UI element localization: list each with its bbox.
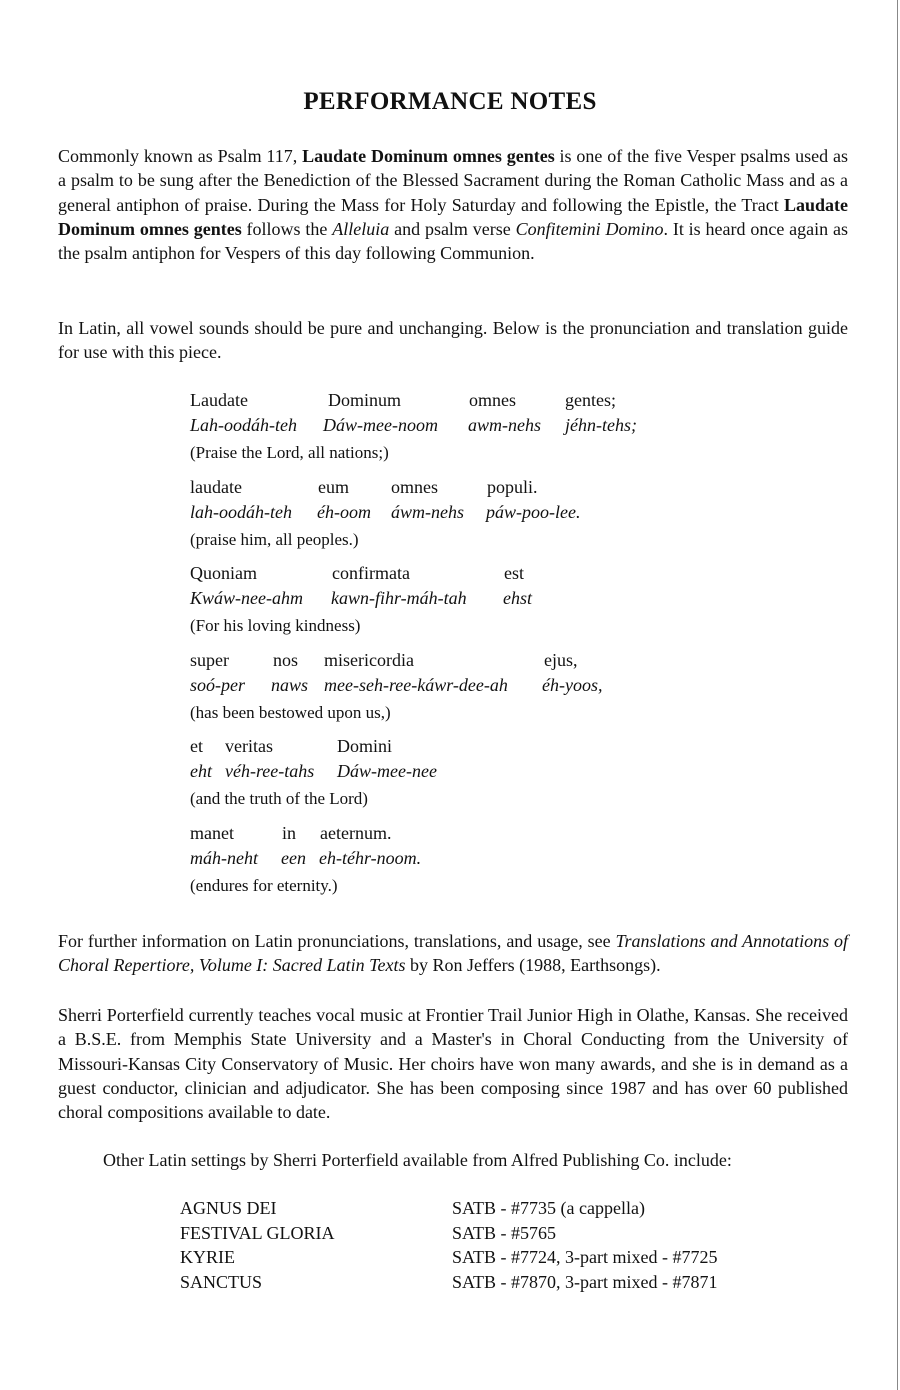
pron-word: Lah-oodáh-teh xyxy=(190,415,297,435)
other-settings-intro: Other Latin settings by Sherri Porterfield available from Alfred Publishing Co. include: xyxy=(103,1150,732,1170)
pronunciation-guide xyxy=(190,390,670,909)
latin-word: confirmata xyxy=(332,563,410,583)
work-voicing: SATB - #7870, 3-part mixed - #7871 xyxy=(452,1271,718,1292)
pron-word: een xyxy=(281,847,306,868)
guide-entry xyxy=(190,477,670,564)
intro-italic-confitemini: Confitemini Domino xyxy=(515,218,664,239)
latin-line xyxy=(190,563,670,588)
further-info-paragraph xyxy=(58,929,848,978)
work-voicing: SATB - #7724, 3-part mixed - #7725 xyxy=(452,1247,718,1267)
work-voicing: SATB - #7735 (a cappella) xyxy=(452,1198,645,1218)
translation-line: (and the truth of the Lord) xyxy=(190,789,368,808)
pron-word: soó-per xyxy=(190,674,245,695)
intro-paragraph xyxy=(58,144,848,265)
latin-word: Dominum xyxy=(328,390,402,410)
pron-word: ehst xyxy=(503,588,532,608)
intro-text-4: and psalm verse xyxy=(389,218,516,239)
pron-word: páw-poo-lee. xyxy=(486,501,581,522)
page-title: PERFORMANCE NOTES xyxy=(303,88,597,115)
work-row xyxy=(180,1247,800,1272)
latin-word: omnes xyxy=(469,390,516,410)
page-edge-rule xyxy=(897,0,898,1390)
pron-word: jéhn-tehs; xyxy=(565,415,637,435)
latin-word: Domini xyxy=(337,736,393,756)
work-voicing: SATB - #5765 xyxy=(452,1222,557,1243)
latin-word: et xyxy=(190,736,203,756)
latin-word: populi. xyxy=(487,476,538,497)
pronunciation-line xyxy=(190,415,670,440)
guide-entry xyxy=(190,823,670,910)
pronunciation-line xyxy=(190,761,670,786)
pron-word: Dáw-mee-nee xyxy=(337,761,437,781)
further-text-1: For further information on Latin pronunciations, translations, and usage, see xyxy=(58,931,616,951)
latin-word: in xyxy=(282,822,297,843)
latin-word: super xyxy=(190,649,229,670)
intro-bold-title-1: Laudate Dominum omnes gentes xyxy=(302,146,555,166)
translation-line: (For his loving kindness) xyxy=(190,616,361,635)
latin-word: veritas xyxy=(225,736,273,756)
latin-word: aeternum. xyxy=(320,822,392,843)
latin-line xyxy=(190,650,670,675)
pron-word: Dáw-mee-noom xyxy=(323,415,438,435)
work-title: AGNUS DEI xyxy=(180,1198,277,1218)
latin-word: ejus, xyxy=(544,649,578,670)
intro-italic-alleluia: Alleluia xyxy=(332,218,390,239)
work-row xyxy=(180,1272,800,1297)
latin-word: manet xyxy=(190,822,234,843)
work-row xyxy=(180,1198,800,1223)
translation-line: (Praise the Lord, all nations;) xyxy=(190,443,389,462)
translation-line: (endures for eternity.) xyxy=(190,875,338,895)
intro-text-1: Commonly known as Psalm 117, xyxy=(58,146,303,166)
work-title: FESTIVAL GLORIA xyxy=(180,1222,335,1243)
pronunciation-line xyxy=(190,588,670,613)
latin-word: laudate xyxy=(190,476,242,497)
pron-word: eht xyxy=(190,761,212,781)
vowel-paragraph: In Latin, all vowel sounds should be pure and unchanging. Below is the pronunciation and translation guide for use with this piece. xyxy=(58,318,848,363)
latin-word: misericordia xyxy=(324,649,414,670)
work-title: SANCTUS xyxy=(180,1271,263,1292)
latin-line xyxy=(190,390,670,415)
further-text-2: by Ron Jeffers (1988, Earthsongs). xyxy=(405,955,661,976)
pron-word: naws xyxy=(271,674,309,695)
works-list xyxy=(180,1198,800,1296)
guide-entry xyxy=(190,736,670,823)
latin-word: eum xyxy=(318,476,349,497)
work-title: KYRIE xyxy=(180,1247,235,1267)
pron-word: eh-téhr-noom. xyxy=(319,847,422,868)
pron-word: awm-nehs xyxy=(468,415,541,435)
pron-word: éh-oom xyxy=(317,501,371,522)
latin-word: Laudate xyxy=(190,390,248,410)
intro-text-2: is one of the five Vesper psalms used as a psalm to be sung after the Benediction of the Blessed Sacrament during the Roman Catholic Mass and as a general antiphon of praise. During the Mass for Holy Saturday and following the Epistle, the Tract xyxy=(58,146,849,215)
further-book-title: Translations and Annotations of Choral Repertiore, Volume I: Sacred Latin Texts xyxy=(58,931,848,976)
translation-line: (praise him, all peoples.) xyxy=(190,529,359,549)
latin-word: omnes xyxy=(391,476,438,497)
work-row xyxy=(180,1223,800,1248)
pron-word: áwm-nehs xyxy=(391,501,464,522)
pronunciation-line xyxy=(190,502,670,527)
latin-word: gentes; xyxy=(565,390,616,410)
latin-line xyxy=(190,736,670,761)
intro-text-5: . It is heard once again as the psalm antiphon for Vespers of this day following Communion. xyxy=(58,218,849,264)
pronunciation-line xyxy=(190,848,670,873)
pronunciation-line xyxy=(190,675,670,700)
guide-entry xyxy=(190,390,670,477)
translation-line: (has been bestowed upon us,) xyxy=(190,702,391,722)
intro-bold-title-2: Laudate Dominum omnes gentes xyxy=(58,194,848,239)
pron-word: véh-ree-tahs xyxy=(225,761,315,781)
pron-word: máh-neht xyxy=(190,847,258,868)
guide-entry xyxy=(190,650,670,737)
pron-word: éh-yoos, xyxy=(542,674,603,695)
pron-word: Kwáw-nee-ahm xyxy=(190,588,303,608)
latin-word: nos xyxy=(273,649,299,670)
latin-line xyxy=(190,823,670,848)
guide-entry xyxy=(190,563,670,650)
latin-line xyxy=(190,477,670,502)
latin-word: Quoniam xyxy=(190,563,257,583)
bio-paragraph: Sherri Porterfield currently teaches vocal music at Frontier Trail Junior High in Olathe, Kansas. She received a B.S.E. from Memphis State University and a Master's in Choral Conducting from the University of Missouri-Kansas City Conservatory of Music. Her choirs have won many awards, and she is in demand as a guest conductor, clinician and adjudicator. She has been composing since 1987 and has over 60 published choral compositions available to date. xyxy=(58,1005,848,1123)
intro-text-3: follows the xyxy=(241,218,333,239)
pron-word: kawn-fihr-máh-tah xyxy=(331,588,467,608)
latin-word: est xyxy=(504,563,524,583)
pron-word: mee-seh-ree-káwr-dee-ah xyxy=(324,674,508,695)
pron-word: lah-oodáh-teh xyxy=(190,501,292,522)
